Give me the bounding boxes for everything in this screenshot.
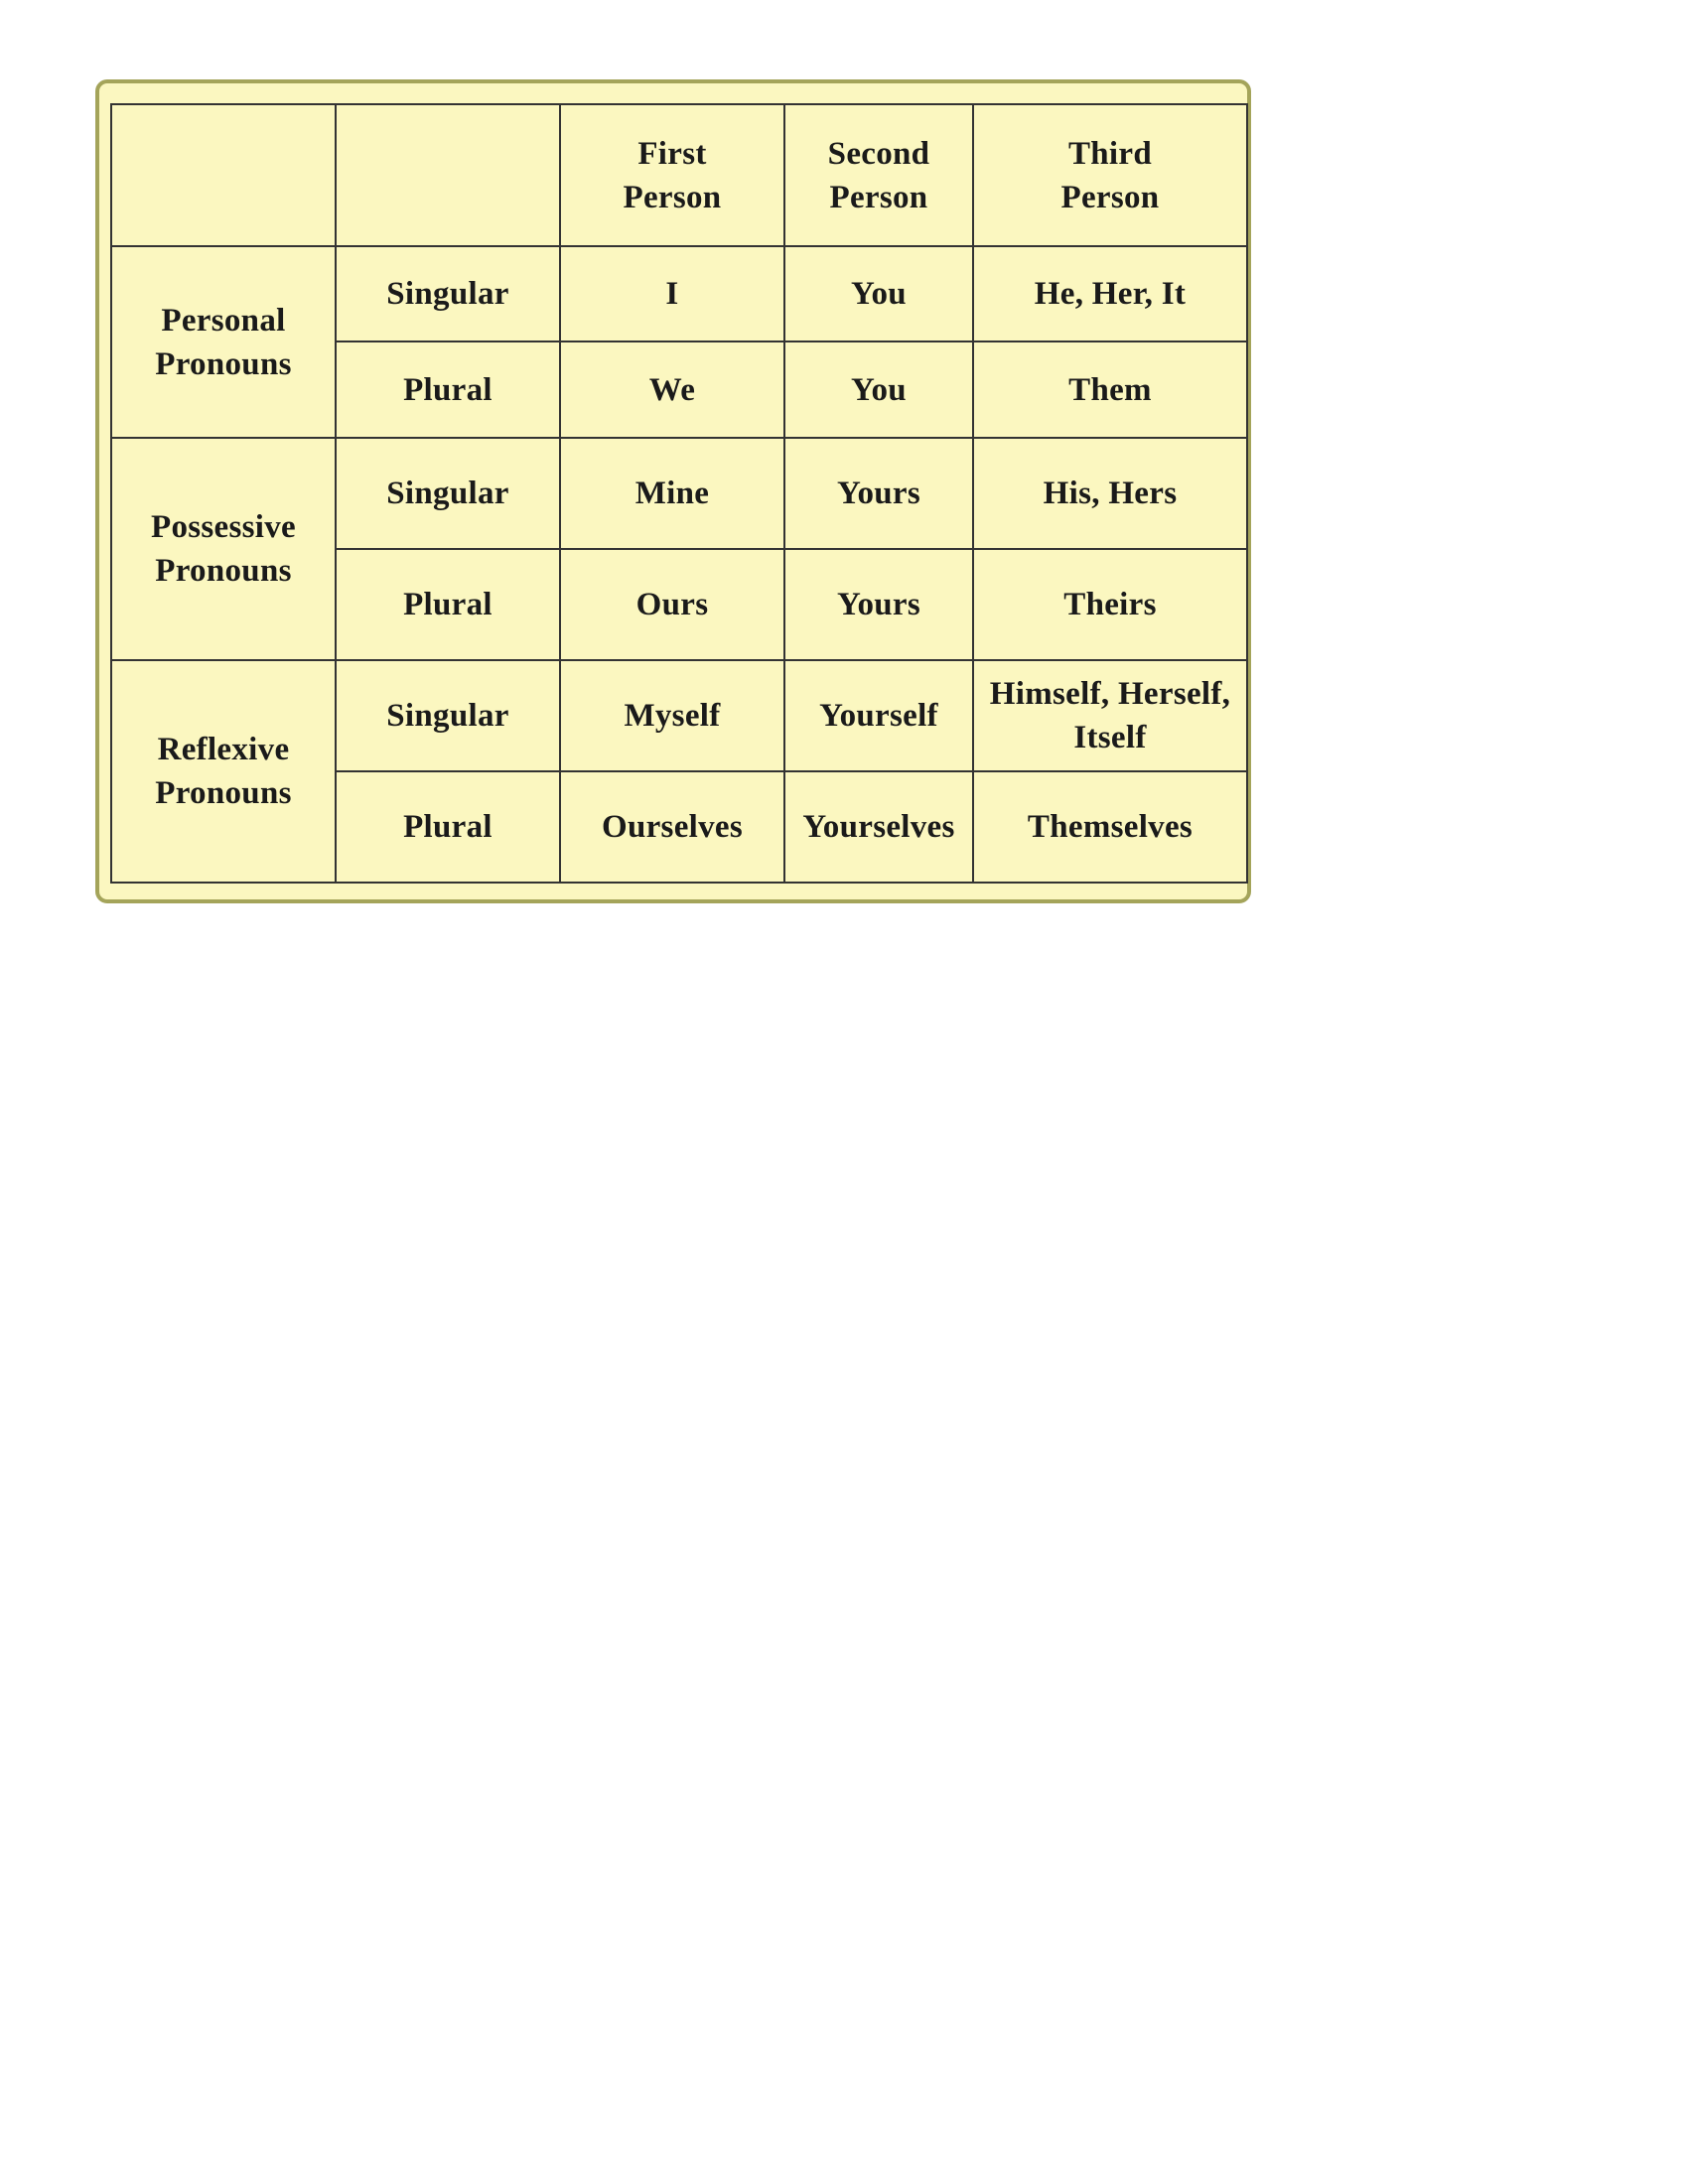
group-label-possessive	[111, 438, 336, 660]
group-label-line2: Pronouns	[155, 345, 292, 382]
table-row	[111, 660, 1247, 771]
header-second-person-line2: Person	[829, 179, 928, 215]
header-blank-category	[111, 104, 336, 246]
number-cell: Singular	[336, 246, 560, 341]
first-person-cell: Mine	[560, 438, 784, 549]
header-second-person-line1: Second	[827, 135, 930, 172]
header-second-person	[784, 104, 973, 246]
third-person-line2: Itself	[1073, 720, 1147, 755]
number-cell: Singular	[336, 438, 560, 549]
header-first-person	[560, 104, 784, 246]
second-person-cell: Yours	[784, 549, 973, 660]
first-person-cell: Myself	[560, 660, 784, 771]
group-label-personal	[111, 246, 336, 438]
third-person-cell	[973, 341, 1247, 438]
third-person-cell	[973, 549, 1247, 660]
third-person-cell	[973, 438, 1247, 549]
third-person-line1: Himself, Herself,	[989, 676, 1231, 712]
third-person-line1: Them	[1068, 371, 1152, 408]
first-person-cell: Ourselves	[560, 771, 784, 883]
third-person-cell	[973, 246, 1247, 341]
third-person-cell	[973, 771, 1247, 883]
number-cell: Plural	[336, 341, 560, 438]
table-row	[111, 246, 1247, 341]
pronoun-table	[110, 103, 1248, 884]
header-first-person-line2: Person	[623, 179, 722, 215]
group-label-line1: Reflexive	[157, 732, 290, 767]
group-label-reflexive	[111, 660, 336, 883]
third-person-line1: Theirs	[1063, 587, 1157, 622]
first-person-cell: Ours	[560, 549, 784, 660]
group-label-line2: Pronouns	[155, 553, 292, 589]
header-first-person-line1: First	[637, 135, 707, 172]
number-cell: Singular	[336, 660, 560, 771]
third-person-line1: His, Hers	[1043, 476, 1178, 511]
first-person-cell: We	[560, 341, 784, 438]
group-label-line1: Personal	[161, 302, 286, 339]
second-person-cell: Yourself	[784, 660, 973, 771]
third-person-cell	[973, 660, 1247, 771]
second-person-cell: Yours	[784, 438, 973, 549]
second-person-cell: You	[784, 341, 973, 438]
second-person-cell: You	[784, 246, 973, 341]
header-third-person-line2: Person	[1060, 179, 1160, 215]
group-label-line1: Possessive	[151, 509, 296, 545]
header-row	[111, 104, 1247, 246]
table-row	[111, 438, 1247, 549]
number-cell: Plural	[336, 771, 560, 883]
header-third-person	[973, 104, 1247, 246]
header-third-person-line1: Third	[1067, 135, 1153, 172]
group-label-line2: Pronouns	[155, 775, 292, 811]
number-cell: Plural	[336, 549, 560, 660]
second-person-cell: Yourselves	[784, 771, 973, 883]
first-person-cell: I	[560, 246, 784, 341]
third-person-line1: Themselves	[1027, 809, 1194, 845]
third-person-line1: He, Her, It	[1034, 276, 1187, 312]
header-blank-number	[336, 104, 560, 246]
